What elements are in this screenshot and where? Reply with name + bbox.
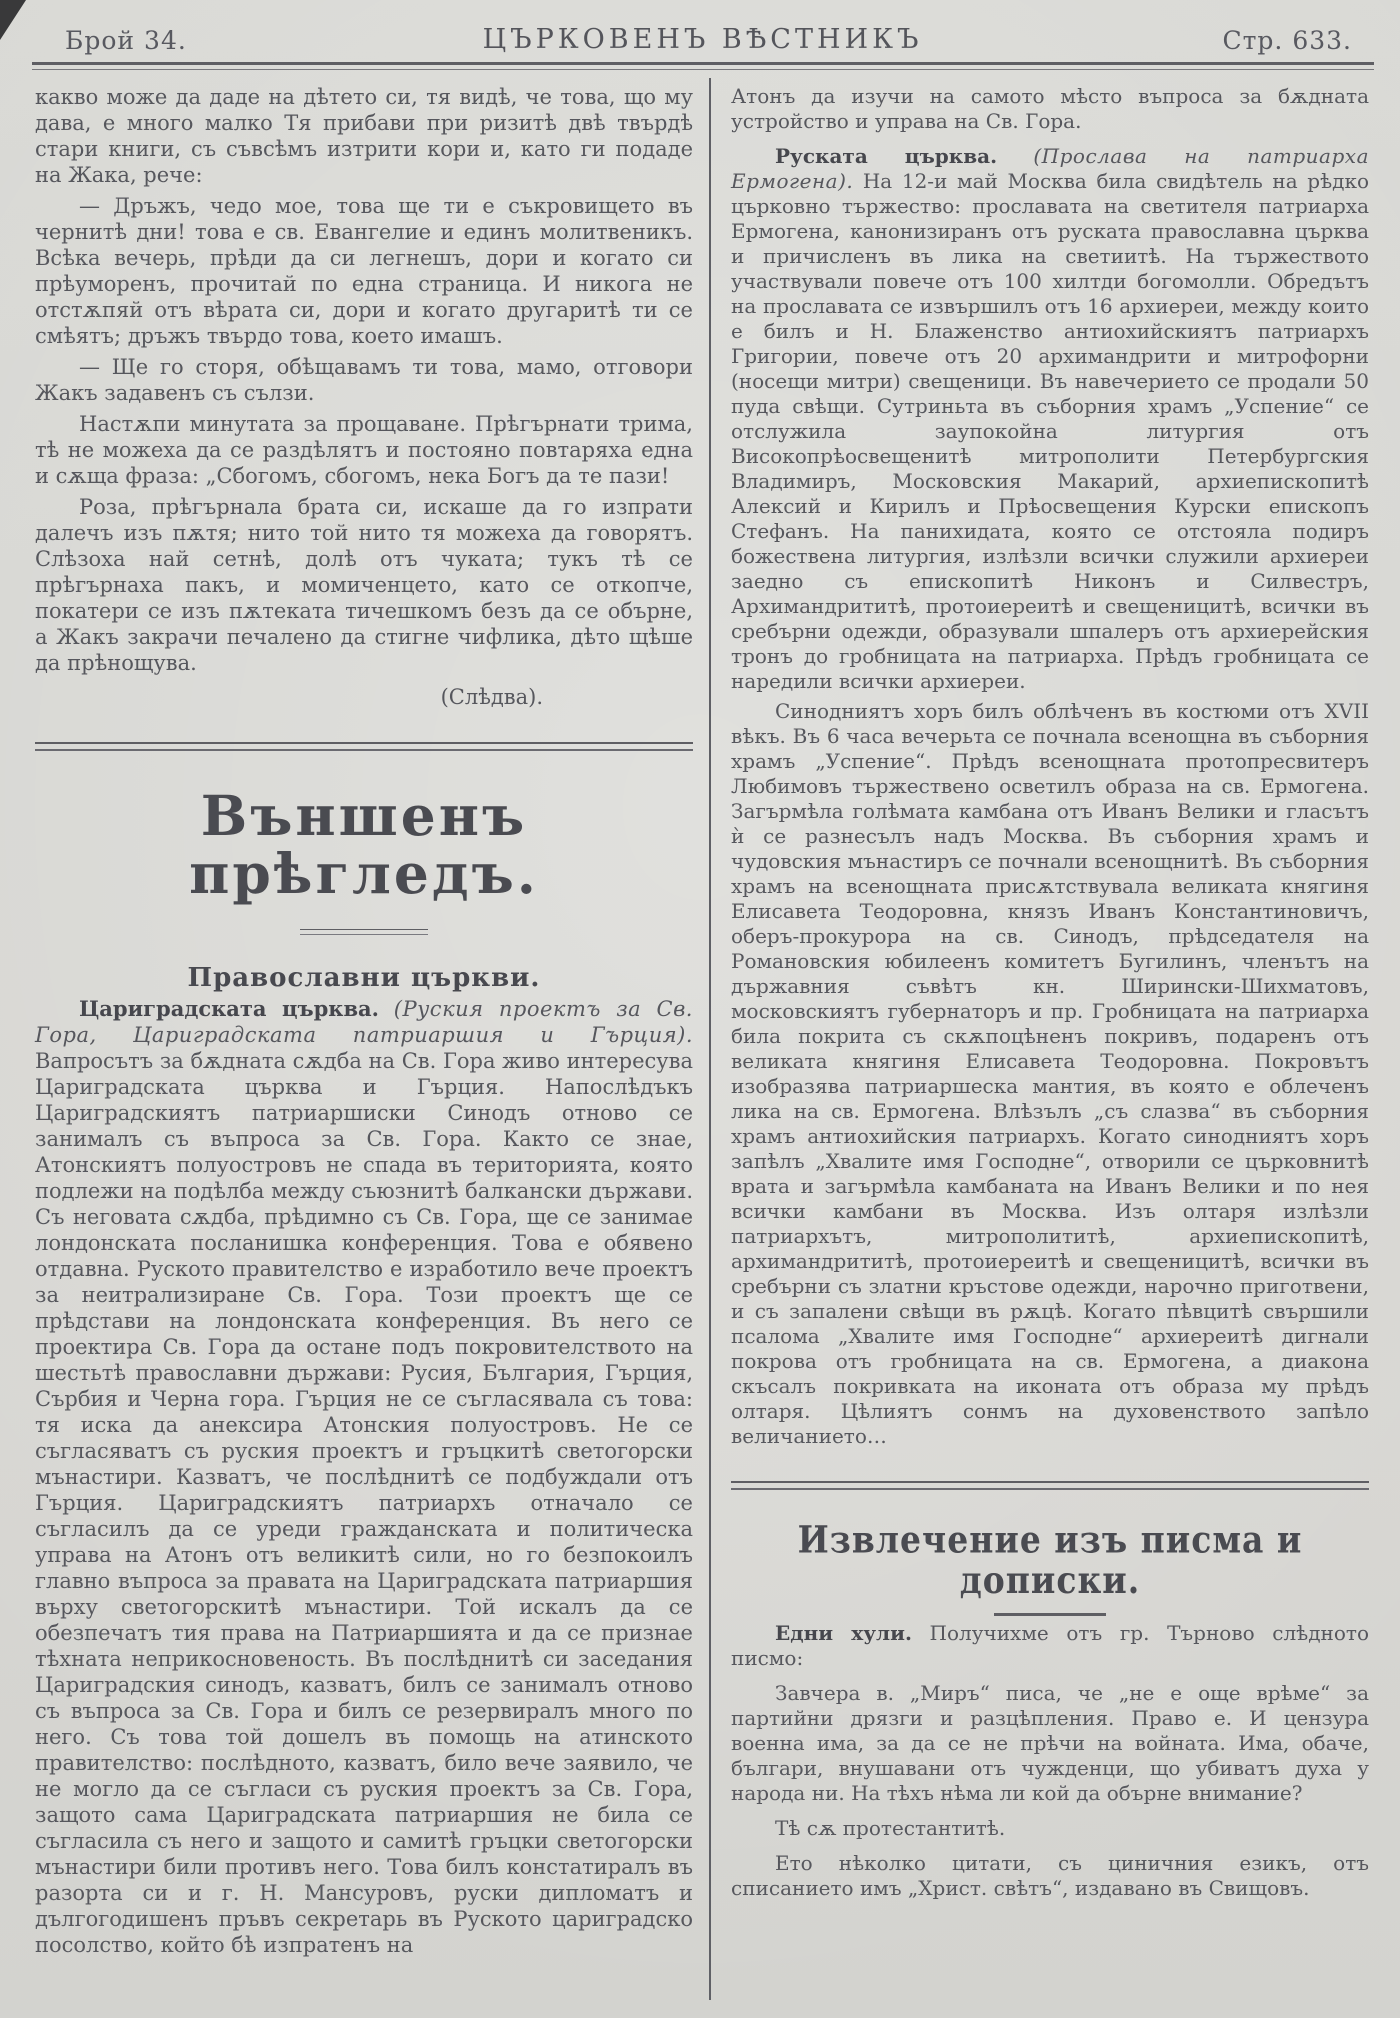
section-divider-rule [35,742,693,751]
letter-paragraph [731,1621,1369,1671]
article-lead-bold: Руската църква. [775,144,998,168]
masthead-title: ЦЪРКОВЕНЪ ВѢСТНИКЪ [482,24,923,55]
letter-paragraph: Ето нѣколко цитати, съ циничния езикъ, отъ списанието имъ „Христ. свѣтъ“, издавано въ Свищовъ. [731,1850,1369,1900]
page-number: Стр. 633. [1222,26,1352,55]
heading-ornament-rule [300,929,428,935]
story-paragraph: — Ще го сторя, обѣщавамъ ти това, мамо, отговори Жакъ задавенъ съ сълзи. [35,355,693,405]
story-paragraph: Настѫпи минутата за прощаване. Прѣгърнати трима, тѣ не можеха да се раздѣлятъ и постояно повтаряха една и сѫща фраза: „Сбогомъ, сбогомъ, нека Богъ да те пази! [35,412,693,488]
right-column [731,84,1369,1901]
article-paragraph: Синодниятъ хоръ билъ облѣченъ въ костюми отъ XVII вѣкъ. Въ 6 часа вечерьта се почнала всенощна въ съборния храмъ „Успение“. Прѣдъ всенощната протопресвитеръ Любимовъ тържествено осветилъ образа на св. Ермогена. Загърмѣла голѣмата камбана отъ Иванъ Велики и гласътъ ѝ се разнесълъ надъ Москва. Въ съборния храмъ и чудовския мънастиръ се почнали всенощнитѣ. Въ съборния храмъ на всенощната присѫтствувала великата княгиня Елисавета Теодоровна, князъ Иванъ Константиновичъ, оберъ-прокурора на св. Синодъ, прѣдседателя на Романовския юбилеенъ комитетъ Бугилинъ, членътъ на държавния съвѣтъ кн. Ширински-Шихматовъ, московскиятъ губернаторъ и пр. Гробницата на патриарха била покрита съ скѫпоцѣненъ покривъ, подаренъ отъ великата княгиня Елисавета Теодоровна. Покровътъ изобразява патриаршеска мантия, въ която е облеченъ лика на св. Ермогена. Влѣзълъ „съ слазва“ въ съборния храмъ антиохийския патриархъ. Когато синодниятъ хоръ запѣлъ „Хвалите имя Господне“, отворили се църковнитѣ врата и загърмѣла камбаната на Иванъ Велики и по нея всички камбани въ Москва. Изъ олтаря излѣзли патриархътъ, митрополититѣ, архиепископитѣ, архимандрититѣ, протоиереитѣ и свещеницитѣ, всички въ сребърни съ златни кръстове одежди, нарочно приготвени, и съ запалени свѣщи въ рѫцѣ. Когато пѣвцитѣ свършили псалома „Хвалите имя Господне“ архиереитѣ дигнали покрова отъ гробницата на св. Ермогена, а диакона скъсалъ покривката на иконата отъ образа му прѣдъ олтаря. Цѣлиятъ сонмъ на духовенството запѣло величанието… [731,699,1369,1448]
article-paragraph [35,996,693,1958]
article-lead-italic: (Прослава на патриарха Ермогена). [731,144,1369,193]
letter-paragraph: Тѣ сѫ протестантитѣ. [775,1815,1006,1840]
article-paragraph [731,144,1369,694]
heading-ornament-rule [994,1613,1106,1616]
to-be-continued-note: (Слѣдва). [440,685,543,709]
section-title-letters-extracts: Извлечение изъ писма и дописки. [797,1517,1303,1603]
section-divider-rule [731,1481,1369,1490]
story-paragraph: какво може да даде на дѣтето си, тя видѣ, че това, що му дава, е много малко Тя прибави при ризитѣ двѣ твърдѣ стари книги, съ съвсѣмъ изтрити кори и, като ги подаде на Жака, рече: [35,85,693,187]
article-lead-italic: (Руския проектъ за Св. Гора, Цариградската патриаршия и Гърция). [35,996,693,1047]
section-title-foreign-review: Външенъ прѣгледъ. [189,783,539,906]
letter-paragraph: Завчера в. „Миръ“ писа, че „не е още врѣме“ за партийни дрязги и разцѣпления. Право е. И цензура военна има, за да се не прѣчи на войната. Има, обаче, българи, внушавани отъ чужденци, що убиватъ духа у народа ни. На тѣхъ нѣма ли кой да обърне внимание? [731,1680,1369,1805]
letter-lead-text: Получихме отъ гр. Търново слѣдното писмо: [731,1620,1370,1670]
letter-lead-bold: Едни хули. [775,1620,912,1645]
article-lead-bold: Цариградската църква. [79,995,379,1021]
article-continuation-paragraph: Атонъ да изучи на самото мѣсто въпроса за бѫдната устройство и управа на Св. Гора. [731,84,1369,133]
left-column [35,84,693,1958]
article-body-text: На 12-и май Москва била свидѣтель на рѣдко църковно тържество: прославата на светителя патриарха Ермогена, канонизиранъ отъ руската православна църква и причисленъ въ лика на светиитѣ. На тържеството участвували повече отъ 100 хилтди богомолли. Обредътъ на прославата се извършилъ отъ 16 архиереи, между които е билъ и Н. Блаженство антиохийскиятъ патриархъ Григории, повече отъ 20 архимандрити и митрофорни (носещи митри) свещеници. Въ навечерието се продали 50 пуда свѣщи. Сутриньта въ съборния храмъ „Успение“ се отслужила заупокойна литургия отъ Високопрѣосвещенитѣ митрополити Петербургския Владимиръ, Московския Макарий, архиепископитѣ Алексий и Кирилъ и Прѣосвещения Курски епископъ Стефанъ. На панихидата, която се отстояла подиръ божествена литургия, излѣзли всички служили архиереи заедно съ епископитѣ Никонъ и Силвестръ, Архимандрититѣ, протоиереитѣ и свещеницитѣ, всички въ сребърни одежди, образували шпалеръ отъ архиерейския тронъ до гробницата на патриарха. Прѣдъ гробницата се наредили всички архиереи. [731,169,1369,693]
story-paragraph: — Дръжъ, чедо мое, това ще ти е съкровището въ чернитѣ дни! това е св. Евангелие и единъ молитвеникъ. Всѣка вечерь, прѣди да си легнешъ, дори и когато си прѣуморенъ, прочитай по една страница. И никога не отстѫпяй отъ вѣрата си, дори и когато другаритѣ ти се смѣятъ; дръжъ твърдо това, което имашъ. [35,194,693,348]
scan-corner-artifact [0,0,26,40]
article-body-text: Вапросътъ за бѫдната сѫдба на Св. Гора живо интересува Цариградската църква и Гърция. Напослѣдъкъ Цариградскиятъ патриаршиски Синодъ отново се занималъ съ въпроса за Св. Гора. Както се знае, Атонскиятъ полуостровъ не спада въ територията, която подлежи на подѣлба между съюзнитѣ балкански държави. Съ неговата сѫдба, прѣдимно съ Св. Гора, ще се занимае лондонската посланишка конференция. Това е обявено отдавна. Руското правителство е изработило вече проектъ за неитрализиране Св. Гора. Този проектъ ще се прѣдстави на лондонската конференция. Въ него се проектира Св. Гора да остане подъ покровителството на шестьтѣ православни държави: Русия, България, Гърция, Сърбия и Черна гора. Гърция не се съгласявала съ това: тя иска да анексира Атонския полуостровъ. Не се съгласяватъ съ руския проектъ и гръцкитѣ светогорски мънастири. Казватъ, че послѣднитѣ се подбуждали отъ Гърция. Цариградскиятъ патриархъ отначало се съгласилъ да се уреди гражданската и политическа управа на Атонъ отъ великитѣ сили, но го безпокоилъ главно въпроса за правата на Цариградската патриаршия върху светогорскитѣ мънастири. Той искалъ да се обезпечатъ тия права на Патриаршията и да се признае тѣхната неприкосновеность. Въ послѣднитѣ си заседания Цариградския синодъ, казватъ, билъ се занималъ отново съ въпроса за Св. Гора и билъ се резервиралъ много по него. Съ това той дошелъ въ помощь на атинското правителство: послѣдното, казватъ, било вече заявило, че не могло да се съгласи съ руския проектъ за Св. Гора, защото сама Цариградската патриаршия не била се съгласила съ него и защото и самитѣ гръцки светогорски мънастири били противъ него. Това билъ констатиралъ въ разорта си и г. Н. Мансуровъ, руски дипломатъ и дългогодишенъ пръвъ секретарь въ Руското цариградско посолство, който бѣ изпратенъ на [35,1048,693,1957]
header-rule [32,62,1374,70]
page-header [35,24,1370,58]
story-paragraph: Роза, прѣгърнала брата си, искаше да го изпрати далечъ изъ пѫтя; нито той нито тя можеха да говорятъ. Слѣзоха най сетнѣ, долѣ отъ чуката; тукъ тѣ се прѣгърнаха пакъ, и момиченцето, като се откопче, покатери се изъ пѫтеката тичешкомъ безъ да се обърне, а Жакъ закрачи печалено да стигне чифлика, дѣто щѣше да прѣнощува. [35,495,693,675]
issue-number: Брой 34. [65,26,187,55]
column-divider-rule [709,78,711,2000]
subsection-title-orthodox-churches: Православни църкви. [187,962,541,993]
